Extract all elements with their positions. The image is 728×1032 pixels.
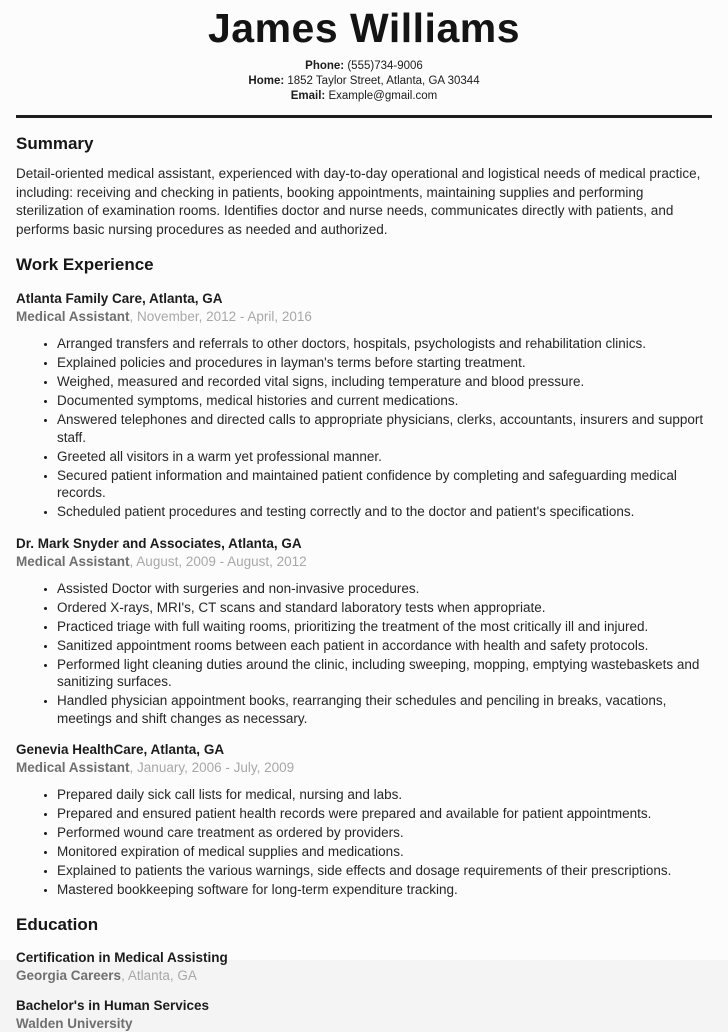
education-school-line (16, 968, 712, 984)
job-bullet: • Prepared and ensured patient health records were prepared and available for patient appointments. (57, 805, 712, 823)
job-bullet: • Greeted all visitors in a warm yet professional manner. (57, 448, 712, 466)
contact-phone (16, 59, 712, 74)
job-dates: , January, 2006 - July, 2009 (129, 760, 295, 776)
job-subline (16, 760, 712, 776)
job-dates: , November, 2012 - April, 2016 (129, 309, 312, 325)
job-bullet: • Explained to patients the various warnings, side effects and dosage requirements of their prescriptions. (57, 862, 712, 880)
job-bullet: • Assisted Doctor with surgeries and non-invasive procedures. (57, 580, 712, 598)
job-subline (16, 309, 712, 325)
job-bullet: • Practiced triage with full waiting rooms, prioritizing the treatment of the most critically ill and injured. (57, 618, 712, 636)
education-school-line (16, 1016, 712, 1032)
job-bullet: • Performed light cleaning duties around the clinic, including sweeping, mopping, emptying wastebaskets and sanitizing surfaces. (57, 656, 712, 691)
job-company: Genevia HealthCare, Atlanta, GA (16, 742, 225, 758)
job-entry-dr-mark-snyder (16, 536, 712, 728)
work-experience-heading: Work Experience (16, 255, 154, 275)
job-subline (16, 554, 712, 570)
job-title: Medical Assistant (16, 309, 130, 325)
job-bullet: • Monitored expiration of medical supplies and medications. (57, 843, 712, 861)
job-bullet: • Performed wound care treatment as ordered by providers. (57, 824, 712, 842)
job-entry-atlanta-family-care (16, 291, 712, 521)
job-bullet-list (16, 335, 712, 521)
education-degree: Bachelor's in Human Services (16, 997, 210, 1013)
job-title: Medical Assistant (16, 760, 130, 776)
contact-phone-value: (555)734-9006 (344, 60, 423, 73)
contact-phone-label: Phone: (305, 60, 345, 73)
header-divider (16, 115, 712, 118)
job-bullet-list (16, 580, 712, 728)
work-experience-section (16, 254, 712, 899)
education-section (16, 914, 712, 1032)
education-school: Georgia Careers (16, 967, 122, 983)
contact-home (16, 74, 712, 89)
job-bullet: • Secured patient information and maintained patient confidence by completing and safeguarding medical records. (57, 467, 712, 502)
summary-section (16, 133, 712, 239)
education-location: , Atlanta, GA (121, 967, 197, 983)
job-bullet: • Weighed, measured and recorded vital signs, including temperature and blood pressure. (57, 373, 712, 391)
education-school: Walden University (16, 1015, 133, 1031)
summary-text: Detail-oriented medical assistant, experienced with day-to-day operational and logistical needs of medical practice, including: receiving and checking in patients, booking appointments, maintaining supplies and performing sterilization of examination rooms. Identifies doctor and nurse needs, communicates directly with patients, and performs basic nursing procedures as needed and authorized. (16, 166, 701, 237)
education-entry-bachelors (16, 998, 712, 1032)
education-entry-certification (16, 950, 712, 984)
job-bullet: • Ordered X-rays, MRI's, CT scans and standard laboratory tests when appropriate. (57, 599, 712, 617)
job-bullet: • Arranged transfers and referrals to other doctors, hospitals, psychologists and rehabilitation clinics. (57, 335, 712, 353)
job-bullet: • Answered telephones and directed calls to appropriate physicians, clerks, accountants, insurers and support staff. (57, 411, 712, 446)
contact-email-value: Example@gmail.com (325, 90, 438, 103)
job-bullet: • Mastered bookkeeping software for long-term expenditure tracking. (57, 881, 712, 899)
job-title: Medical Assistant (16, 553, 130, 569)
job-company: Atlanta Family Care, Atlanta, GA (16, 291, 223, 307)
contact-email-label: Email: (290, 90, 326, 103)
job-bullet: • Explained policies and procedures in layman's terms before starting treatment. (57, 354, 712, 372)
job-bullet: • Documented symptoms, medical histories and current medications. (57, 392, 712, 410)
summary-heading: Summary (16, 134, 94, 154)
candidate-name: James Williams (207, 5, 521, 51)
job-entry-genevia-healthcare (16, 742, 712, 899)
contact-email (16, 89, 712, 104)
education-heading: Education (16, 914, 99, 934)
contact-home-label: Home: (248, 75, 285, 88)
job-bullet: • Prepared daily sick call lists for medical, nursing and labs. (57, 786, 712, 804)
job-bullet: • Sanitized appointment rooms between each patient in accordance with health and safety protocols. (57, 637, 712, 655)
job-dates: , August, 2009 - August, 2012 (129, 553, 307, 569)
job-bullet: • Scheduled patient procedures and testing correctly and to the doctor and patient's specifications. (57, 503, 712, 521)
job-company: Dr. Mark Snyder and Associates, Atlanta, GA (16, 535, 302, 551)
contact-block (16, 59, 712, 104)
resume-header (16, 6, 712, 118)
job-bullet-list (16, 786, 712, 899)
education-degree: Certification in Medical Assisting (16, 949, 228, 965)
contact-home-value: 1852 Taylor Street, Atlanta, GA 30344 (284, 75, 480, 88)
job-bullet: • Handled physician appointment books, rearranging their schedules and penciling in breaks, vacations, meetings and shift changes as necessary. (57, 692, 712, 727)
